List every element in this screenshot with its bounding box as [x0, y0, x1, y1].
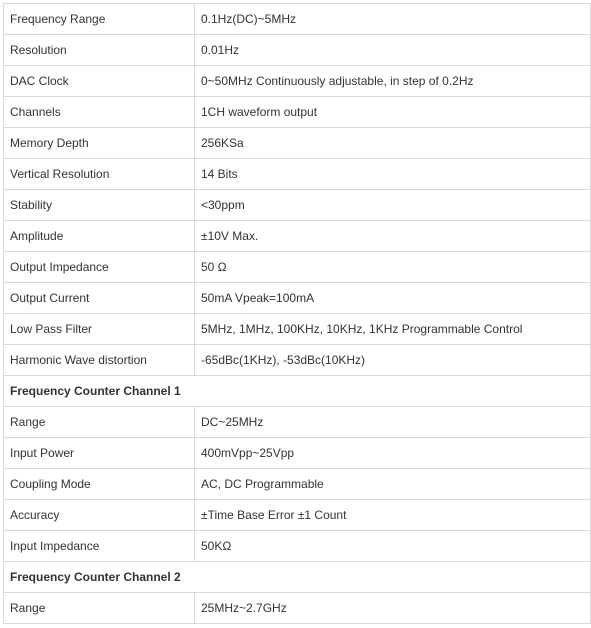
spec-row — [4, 35, 591, 66]
spec-label: Range — [4, 407, 195, 438]
spec-value: AC, DC Programmable — [195, 469, 591, 500]
spec-value: 50mA Vpeak=100mA — [195, 283, 591, 314]
section-header-row — [4, 376, 591, 407]
spec-label: Accuracy — [4, 500, 195, 531]
spec-row — [4, 283, 591, 314]
spec-value: 5MHz, 1MHz, 100KHz, 10KHz, 1KHz Programmable Control — [195, 314, 591, 345]
spec-row — [4, 4, 591, 35]
spec-row — [4, 128, 591, 159]
spec-label: Vertical Resolution — [4, 159, 195, 190]
spec-row — [4, 221, 591, 252]
spec-label: Input Power — [4, 438, 195, 469]
spec-row — [4, 345, 591, 376]
spec-value: 0.01Hz — [195, 35, 591, 66]
spec-row — [4, 593, 591, 624]
spec-value: 50 Ω — [195, 252, 591, 283]
spec-label: Harmonic Wave distortion — [4, 345, 195, 376]
spec-label: Amplitude — [4, 221, 195, 252]
spec-value: -65dBc(1KHz), -53dBc(10KHz) — [195, 345, 591, 376]
section-header-row — [4, 562, 591, 593]
spec-value: 0.1Hz(DC)~5MHz — [195, 4, 591, 35]
spec-value: 14 Bits — [195, 159, 591, 190]
spec-row — [4, 190, 591, 221]
spec-label: Low Pass Filter — [4, 314, 195, 345]
spec-table-body — [4, 4, 591, 624]
spec-value: 400mVpp~25Vpp — [195, 438, 591, 469]
spec-row — [4, 469, 591, 500]
section-title: Frequency Counter Channel 2 — [4, 562, 591, 593]
spec-value: ±Time Base Error ±1 Count — [195, 500, 591, 531]
spec-label: Stability — [4, 190, 195, 221]
spec-row — [4, 252, 591, 283]
spec-row — [4, 500, 591, 531]
spec-value: <30ppm — [195, 190, 591, 221]
spec-value: 256KSa — [195, 128, 591, 159]
spec-label: DAC Clock — [4, 66, 195, 97]
spec-label: Resolution — [4, 35, 195, 66]
spec-row — [4, 438, 591, 469]
section-title: Frequency Counter Channel 1 — [4, 376, 591, 407]
spec-value: 25MHz~2.7GHz — [195, 593, 591, 624]
spec-label: Output Current — [4, 283, 195, 314]
spec-label: Memory Depth — [4, 128, 195, 159]
spec-row — [4, 159, 591, 190]
spec-row — [4, 97, 591, 128]
spec-value: DC~25MHz — [195, 407, 591, 438]
spec-label: Frequency Range — [4, 4, 195, 35]
spec-row — [4, 531, 591, 562]
spec-label: Range — [4, 593, 195, 624]
spec-value: 0~50MHz Continuously adjustable, in step of 0.2Hz — [195, 66, 591, 97]
spec-table — [3, 3, 591, 624]
spec-label: Input Impedance — [4, 531, 195, 562]
spec-row — [4, 314, 591, 345]
spec-value: 1CH waveform output — [195, 97, 591, 128]
spec-row — [4, 66, 591, 97]
spec-value: 50KΩ — [195, 531, 591, 562]
spec-label: Output Impedance — [4, 252, 195, 283]
spec-label: Coupling Mode — [4, 469, 195, 500]
spec-row — [4, 407, 591, 438]
spec-label: Channels — [4, 97, 195, 128]
spec-value: ±10V Max. — [195, 221, 591, 252]
